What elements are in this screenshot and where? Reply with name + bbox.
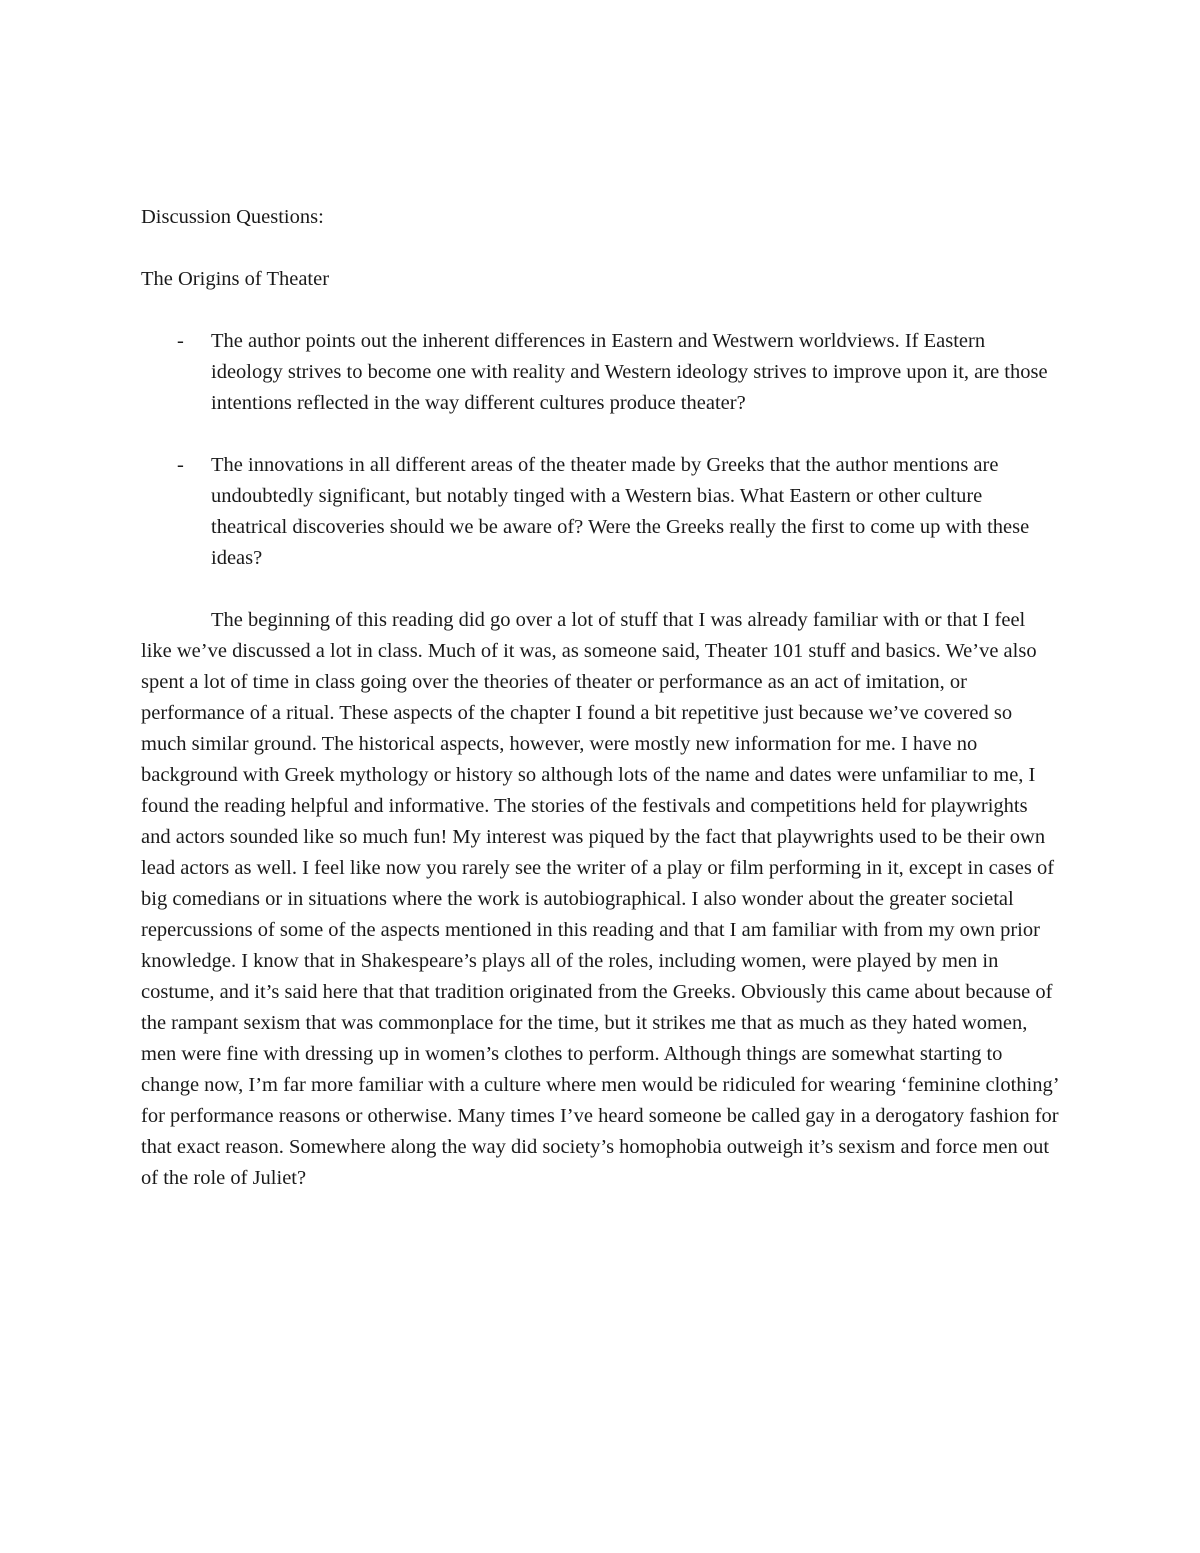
question-text: The author points out the inherent differences in Eastern and Westwern worldviews. If Eastern ideology strives to become one with reality and Western ideology strives to improve upon it, are those intentions reflected in the way different cultures produce theater? [211, 330, 1048, 414]
document-body [141, 202, 1061, 1194]
discussion-question-list [141, 326, 1061, 574]
discussion-question [141, 450, 1061, 574]
bullet-dash: - [177, 454, 184, 476]
section-title: The Origins of Theater [141, 268, 330, 290]
question-text: The innovations in all different areas of the theater made by Greeks that the author mentions are undoubtedly significant, but notably tinged with a Western bias. What Eastern or other culture theatrical discoveries should we be aware of? Were the Greeks really the first to come up with these ideas? [211, 454, 1030, 569]
response-paragraph: The beginning of this reading did go over a lot of stuff that I was already familiar with or that I feel like we’ve discussed a lot in class. Much of it was, as someone said, Theater 101 stuff and basics. We’ve also spent a lot of time in class going over the theories of theater or performance as an act of imitation, or performance of a ritual. These aspects of the chapter I found a bit repetitive just because we’ve covered so much similar ground. The historical aspects, however, were mostly new information for me. I have no background with Greek mythology or history so although lots of the name and dates were unfamiliar to me, I found the reading helpful and informative. The stories of the festivals and competitions held for playwrights and actors sounded like so much fun! My interest was piqued by the fact that playwrights used to be their own lead actors as well. I feel like now you rarely see the writer of a play or film performing in it, except in cases of big comedians or in situations where the work is autobiographical. I also wonder about the greater societal repercussions of some of the aspects mentioned in this reading and that I am familiar with from my own prior knowledge. I know that in Shakespeare’s plays all of the roles, including women, were played by men in costume, and it’s said here that that tradition originated from the Greeks. Obviously this came about because of the rampant sexism that was commonplace for the time, but it strikes me that as much as they hated women, men were fine with dressing up in women’s clothes to perform. Although things are somewhat starting to change now, I’m far more familiar with a culture where men would be ridiculed for wearing ‘feminine clothing’ for performance reasons or otherwise. Many times I’ve heard someone be called gay in a derogatory fashion for that exact reason. Somewhere along the way did society’s homophobia outweigh it’s sexism and force men out of the role of Juliet? [141, 609, 1059, 1189]
bullet-dash: - [177, 330, 184, 352]
discussion-question [141, 326, 1061, 419]
document-heading: Discussion Questions: [141, 206, 324, 228]
